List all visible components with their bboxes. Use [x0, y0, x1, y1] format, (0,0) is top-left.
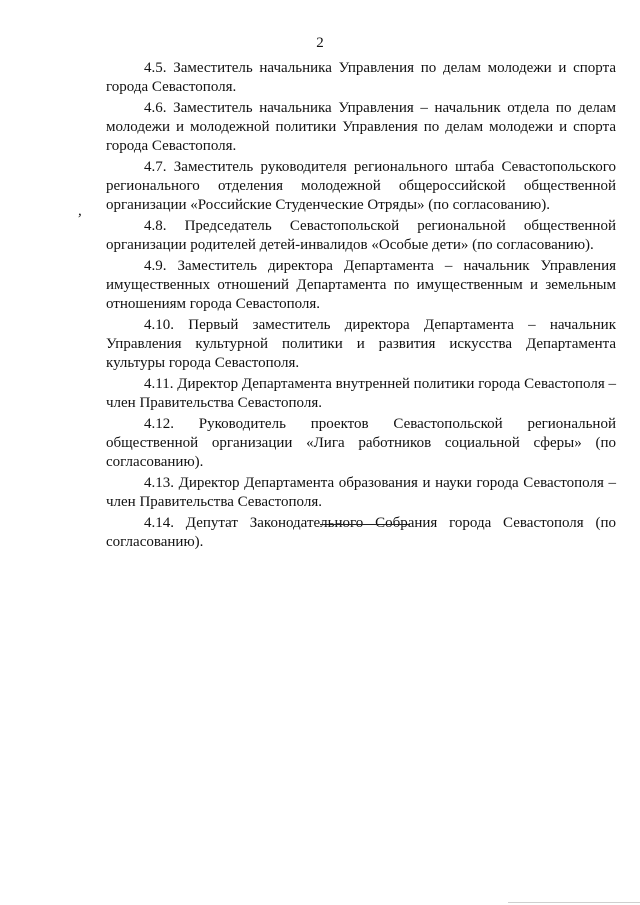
margin-mark: , — [78, 203, 82, 219]
list-item: 4.9. Заместитель директора Департамента – начальник Управления имущественных отношений Департамента по имущественным и земельным отношениям города Севастополя. — [106, 258, 616, 312]
list-item: 4.13. Директор Департамента образования и науки города Севастополя – член Правительства Севастополя. — [106, 475, 616, 510]
scan-edge-line — [508, 902, 640, 903]
closing-divider — [320, 524, 410, 525]
list-item: 4.7. Заместитель руководителя регионального штаба Севастопольского регионального отделения молодежной общероссийской общественной организации «Российские Студенческие Отряды» (по согласованию). — [106, 159, 616, 213]
list-item: 4.8. Председатель Севастопольской региональной общественной организации родителей детей-инвалидов «Особые дети» (по согласованию). — [106, 218, 616, 253]
page-number: 2 — [316, 35, 324, 51]
list-item: 4.11. Директор Департамента внутренней политики города Севастополя – член Правительства Севастополя. — [106, 376, 616, 411]
list-item: 4.6. Заместитель начальника Управления – начальник отдела по делам молодежи и молодежной политики Управления по делам молодежи и спорта города Севастополя. — [106, 100, 616, 154]
list-item: 4.10. Первый заместитель директора Департамента – начальник Управления культурной политики и развития искусства Департамента культуры города Севастополя. — [106, 317, 616, 371]
list-item: 4.12. Руководитель проектов Севастопольской региональной общественной организации «Лига работников социальной сферы» (по согласованию). — [106, 416, 616, 470]
members-list — [106, 59, 616, 554]
list-item: 4.5. Заместитель начальника Управления по делам молодежи и спорта города Севастополя. — [106, 60, 616, 95]
list-item: 4.14. Депутат Законодательного Собрания города Севастополя (по согласованию). — [106, 515, 616, 550]
